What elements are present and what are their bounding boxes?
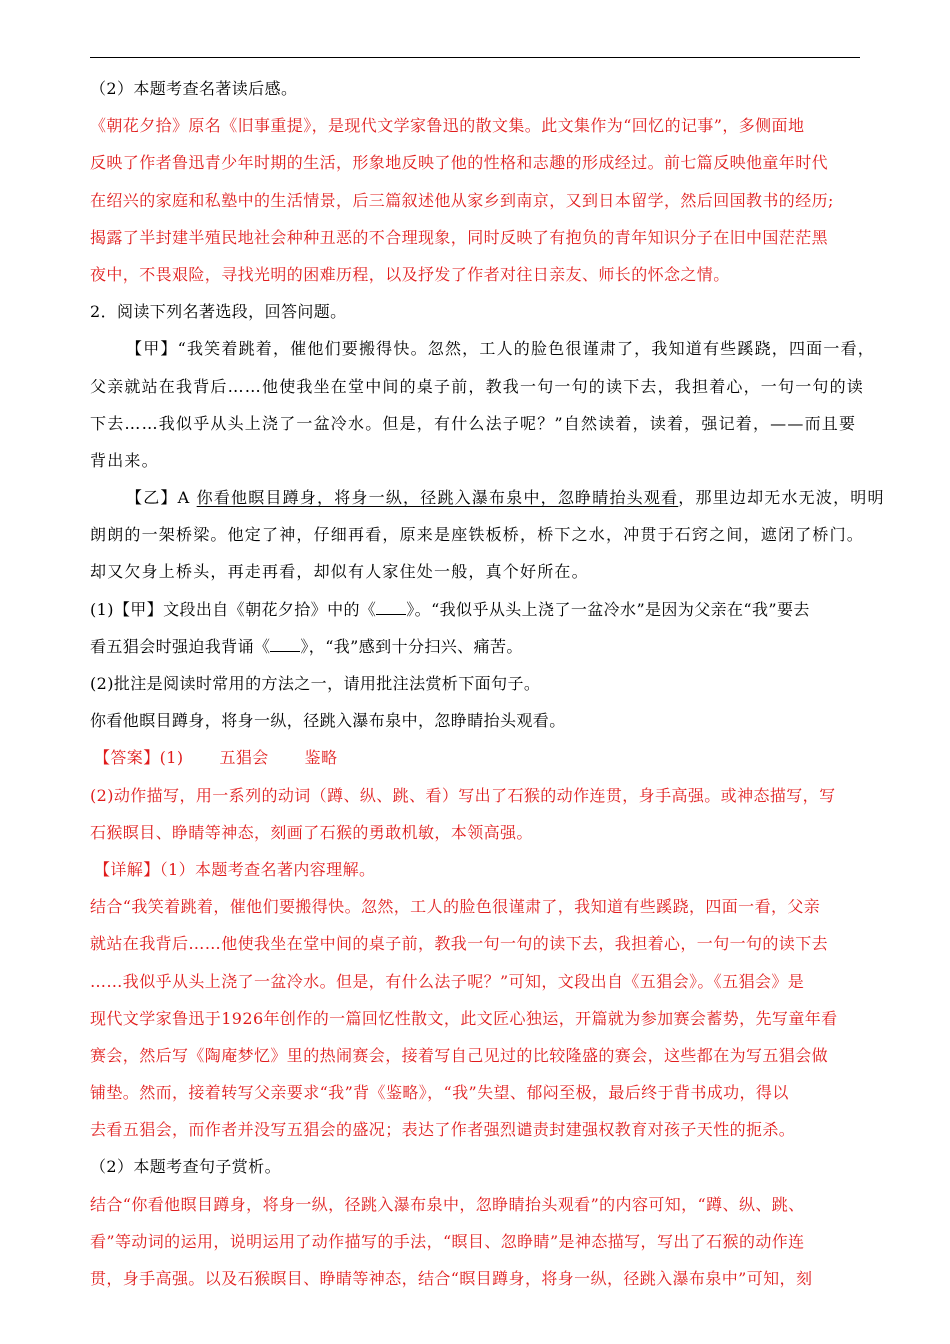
subquestion-1-cont <box>90 628 860 665</box>
answer-2-text: 石猴瞑目、睁睛等神态，刻画了石猴的勇敢机敏，本领高强。 <box>90 822 533 842</box>
explanation-text: 就站在我背后……他使我坐在堂中间的桌子前，教我一句一句的读下去，我担着心，一句一句的读下去 <box>90 934 829 954</box>
explanation-label: 【详解】（1）本题考查名著内容理解。 <box>94 859 376 879</box>
explanation-text: ……我似乎从头上浇了一盆冷水。但是，有什么法子呢？”可知，文段出自《五猖会》。《五猖会》是 <box>90 971 805 991</box>
explanation-text: 结合“你看他瞑目蹲身，将身一纵，径跳入瀑布泉中，忽睁睛抬头观看”的内容可知，“蹲、纵、跳、 <box>90 1194 805 1214</box>
header-rule <box>90 57 860 58</box>
q1-answer-text: 反映了作者鲁迅青少年时期的生活，形象地反映了他的性格和志趣的形成经过。前七篇反映他童年时代 <box>90 153 829 173</box>
subquestion-1-text: 》，“我”感到十分扫兴、痛苦。 <box>300 636 523 656</box>
answer-line <box>90 739 860 776</box>
passage-jia: 【甲】“我笑着跳着，催他们要搬得快。忽然，工人的脸色很谨肃了，我知道有些蹊跷，四面一看， <box>126 339 875 359</box>
q1-answer-text: 在绍兴的家庭和私塾中的生活情景，后三篇叙述他从家乡到南京，又到日本留学，然后回国教书的经历; <box>90 190 834 210</box>
passage-yi: 却又欠身上桥头，再走再看，却似有人家住处一般，真个好所在。 <box>90 562 589 582</box>
passage-yi-text: ，那里边却无水无波，明明 <box>678 488 885 508</box>
explanation-text: 贯，身手高强。以及石猴瞑目、睁睛等神态，结合“瞑目蹲身，将身一纵，径跳入瀑布泉中”可知，刻 <box>90 1269 813 1288</box>
subquestion-2: (2)批注是阅读时常用的方法之一，请用批注法赏析下面句子。 <box>90 674 541 693</box>
question-2-title: 2．阅读下列名著选段，回答问题。 <box>90 302 347 322</box>
passage-yi <box>90 479 885 516</box>
fill-blank <box>376 600 406 615</box>
subquestion-1-text: 》。“我似乎从头上浇了一盆冷水”是因为父亲在“我”要去 <box>406 599 810 619</box>
explanation-text: 铺垫。然而，接着转写父亲要求“我”背《鉴略》，“我”失望、郁闷至极，最后终于背书成功，得以 <box>90 1083 789 1103</box>
document-body <box>90 70 885 1297</box>
passage-jia: 父亲就站在我背后……他使我坐在堂中间的桌子前，教我一句一句的读下去，我担着心，一句一句的读 <box>90 376 865 396</box>
q1-answer-text: 夜中，不畏艰险，寻找光明的困难历程，以及抒发了作者对往日亲友、师长的怀念之情。 <box>90 264 730 284</box>
answer-label: 【答案】(1) <box>94 748 184 768</box>
q1-part2-heading: （2）本题考查名著读后感。 <box>90 79 298 98</box>
q1-answer-text: 《朝花夕拾》原名《旧事重提》，是现代文学家鲁迅的散文集。此文集作为“回忆的记事”，多侧面地 <box>90 116 805 136</box>
explanation-text: 去看五猖会，而作者并没写五猖会的盛况；表达了作者强烈谴责封建强权教育对孩子天性的扼杀。 <box>90 1120 796 1140</box>
passage-yi-label: 【乙】A <box>126 488 197 508</box>
passage-jia: 下去……我似乎从头上浇了一盆冷水。但是，有什么法子呢？”自然读着，读着，强记着，——而且要 <box>90 413 857 433</box>
explanation-heading <box>90 851 860 888</box>
answer-2: 鉴略 <box>304 748 338 768</box>
explanation-text: 现代文学家鲁迅于1926年创作的一篇回忆性散文，此文匠心独运，开篇就为参加赛会蓄势，先写童年看 <box>90 1008 838 1028</box>
subquestion-1-text: (1)【甲】文段出自《朝花夕拾》中的《 <box>90 599 377 619</box>
explanation-text: 看”等动词的运用，说明运用了动作描写的手法，“瞑目、忽睁睛”是神态描写，写出了石猴的动作连 <box>90 1231 805 1251</box>
explanation-part2-heading: （2）本题考查句子赏析。 <box>90 1157 281 1177</box>
q1-answer-text: 揭露了半封建半殖民地社会种种丑恶的不合理现象，同时反映了有抱负的青年知识分子在旧中国茫茫黑 <box>90 227 829 247</box>
passage-yi: 朗朗的一架桥梁。他定了神，仔细再看，原来是座铁板桥，桥下之水，冲贯于石窍之间，遮闭了桥门。 <box>90 525 865 545</box>
subquestion-1 <box>90 591 860 628</box>
fill-blank <box>270 637 300 652</box>
underlined-sentence: 你看他瞑目蹲身，将身一纵，径跳入瀑布泉中，忽睁睛抬头观看 <box>196 488 679 508</box>
explanation-text: 结合“我笑着跳着，催他们要搬得快。忽然，工人的脸色很谨肃了，我知道有些蹊跷，四面一看，父亲 <box>90 897 821 917</box>
answer-1: 五猖会 <box>219 748 269 768</box>
passage-jia: 背出来。 <box>90 450 159 470</box>
answer-2-text: (2)动作描写，用一系列的动词（蹲、纵、跳、看）写出了石猴的动作连贯，身手高强。或神态描写，写 <box>90 785 836 805</box>
subquestion-2-sentence: 你看他瞑目蹲身，将身一纵，径跳入瀑布泉中，忽睁睛抬头观看。 <box>90 711 566 731</box>
subquestion-1-text: 看五猖会时强迫我背诵《 <box>90 636 271 656</box>
explanation-text: 赛会，然后写《陶庵梦忆》里的热闹赛会，接着写自己见过的比较隆盛的赛会，这些都在为写五猖会做 <box>90 1045 829 1065</box>
